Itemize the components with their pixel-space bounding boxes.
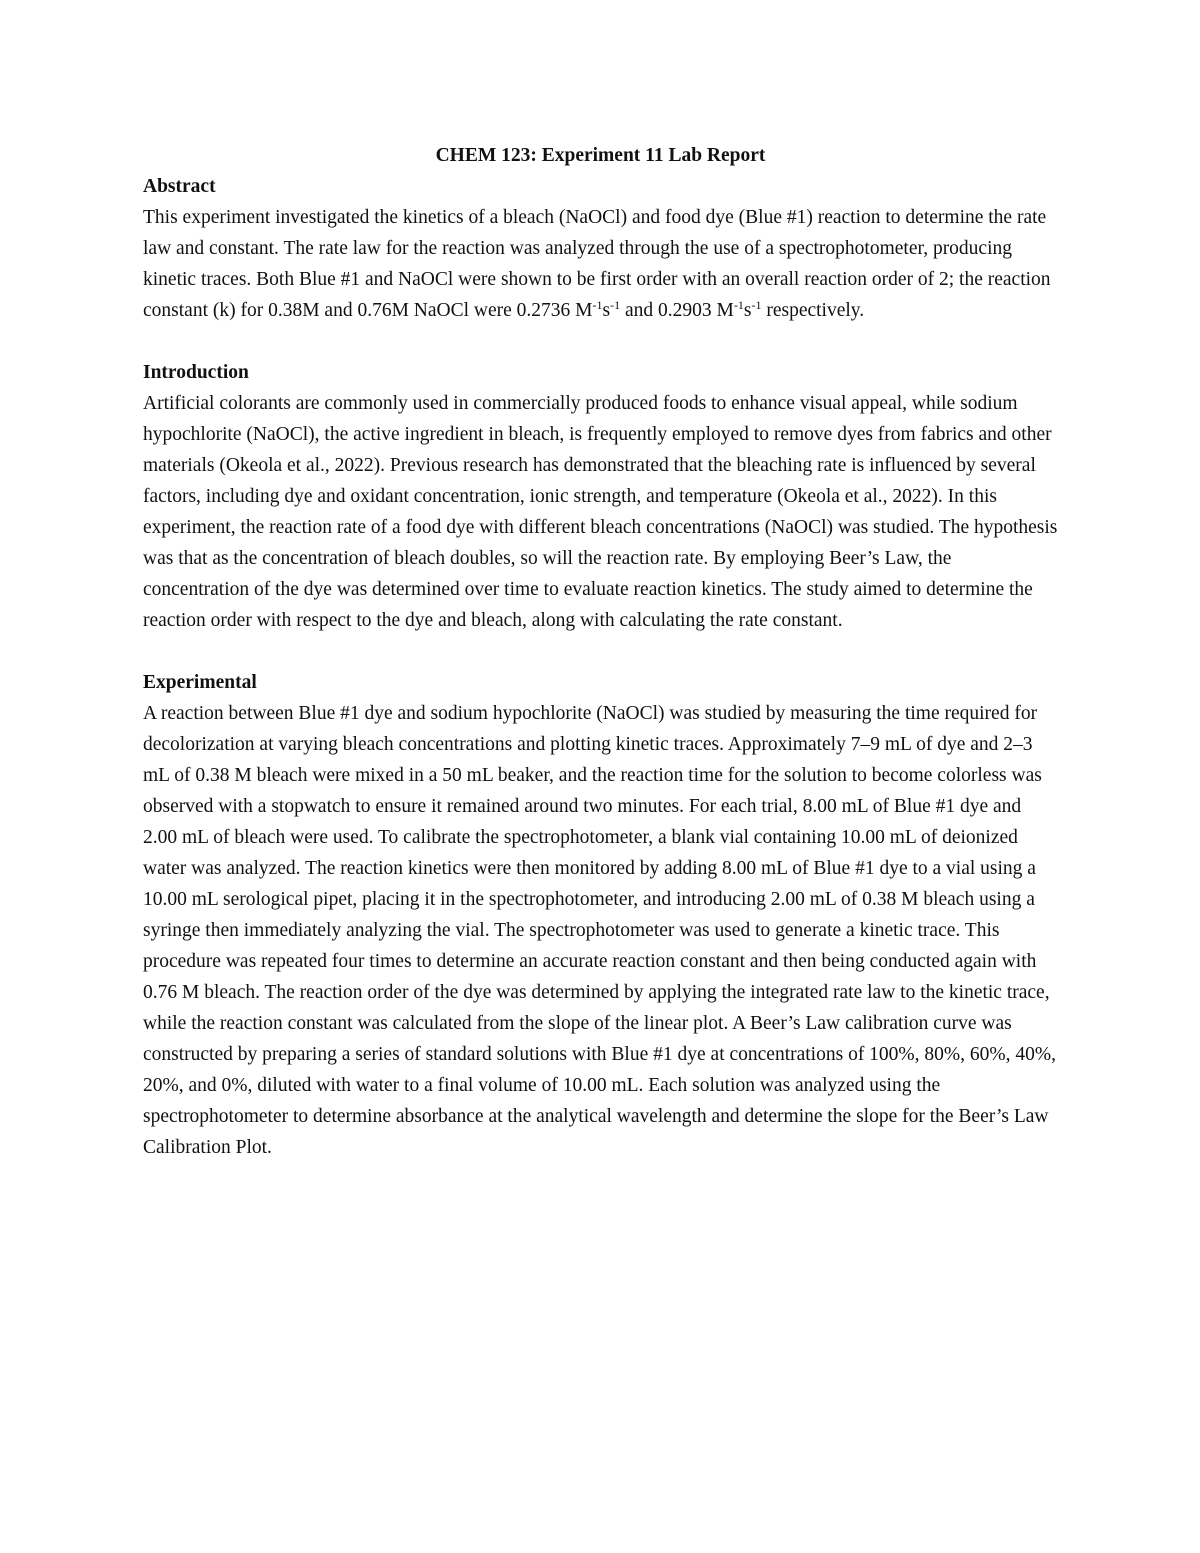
experimental-paragraph: A reaction between Blue #1 dye and sodium hypochlorite (NaOCl) was studied by measuring the time required for decolorization at varying bleach concentrations and plotting kinetic traces. Approximately 7–9 mL of dye and 2–3 mL of 0.38 M bleach were mixed in a 50 mL beaker, and the reaction time for the solution to become colorless was observed with a stopwatch to ensure it remained around two minutes. For each trial, 8.00 mL of Blue #1 dye and 2.00 mL of bleach were used. To calibrate the spectrophotometer, a blank vial containing 10.00 mL of deionized water was analyzed. The reaction kinetics were then monitored by adding 8.00 mL of Blue #1 dye to a vial using a 10.00 mL serological pipet, placing it in the spectrophotometer, and introducing 2.00 mL of 0.38 M bleach using a syringe then immediately analyzing the vial. The spectrophotometer was used to generate a kinetic trace. This procedure was repeated four times to determine an accurate reaction constant and then being conducted again with 0.76 M bleach. The reaction order of the dye was determined by applying the integrated rate law to the kinetic trace, while the reaction constant was calculated from the slope of the linear plot. A Beer’s Law calibration curve was constructed by preparing a series of standard solutions with Blue #1 dye at concentrations of 100%, 80%, 60%, 40%, 20%, and 0%, diluted with water to a final volume of 10.00 mL. Each solution was analyzed using the spectrophotometer to determine absorbance at the analytical wavelength and determine the slope for the Beer’s Law Calibration Plot. bbox=[143, 703, 1057, 1158]
abstract-sup-1: -1 bbox=[592, 298, 603, 312]
introduction-paragraph: Artificial colorants are commonly used in commercially produced foods to enhance visual appeal, while sodium hypochlorite (NaOCl), the active ingredient in bleach, is frequently employed to remove dyes from fabrics and other materials (Okeola et al., 2022). Previous research has demonstrated that the bleaching rate is influenced by several factors, including dye and oxidant concentration, ionic strength, and temperature (Okeola et al., 2022). In this experiment, the reaction rate of a food dye with different bleach concentrations (NaOCl) was studied. The hypothesis was that as the concentration of bleach doubles, so will the reaction rate. By employing Beer’s Law, the concentration of the dye was determined over time to evaluate reaction kinetics. The study aimed to determine the reaction order with respect to the dye and bleach, along with calculating the rate constant. bbox=[143, 393, 1058, 631]
introduction-heading: Introduction bbox=[143, 362, 249, 383]
experimental-section bbox=[143, 667, 1058, 1163]
section-spacer bbox=[143, 326, 1058, 357]
abstract-text-2: s bbox=[602, 300, 611, 321]
abstract-paragraph bbox=[143, 202, 1058, 326]
introduction-section bbox=[143, 357, 1058, 636]
abstract-heading: Abstract bbox=[143, 176, 216, 197]
document-title: CHEM 123: Experiment 11 Lab Report bbox=[435, 145, 766, 166]
abstract-sup-3: -1 bbox=[733, 298, 744, 312]
abstract-text-5: respectively. bbox=[761, 300, 865, 321]
document-page bbox=[143, 140, 1058, 1163]
abstract-text-1: This experiment investigated the kinetics of a bleach (NaOCl) and food dye (Blue #1) reaction to determine the rate law and constant. The rate law for the reaction was analyzed through the use of a spectrophotometer, producing kinetic traces. Both Blue #1 and NaOCl were shown to be first order with an overall reaction order of 2; the reaction constant (k) for 0.38M and 0.76M NaOCl were 0.2736 M bbox=[143, 207, 1051, 321]
abstract-sup-2: -1 bbox=[610, 298, 621, 312]
abstract-sup-4: -1 bbox=[751, 298, 762, 312]
abstract-text-4: s bbox=[743, 300, 752, 321]
abstract-text-3: and 0.2903 M bbox=[620, 300, 734, 321]
experimental-heading: Experimental bbox=[143, 672, 257, 693]
abstract-section bbox=[143, 171, 1058, 326]
section-spacer bbox=[143, 636, 1058, 667]
